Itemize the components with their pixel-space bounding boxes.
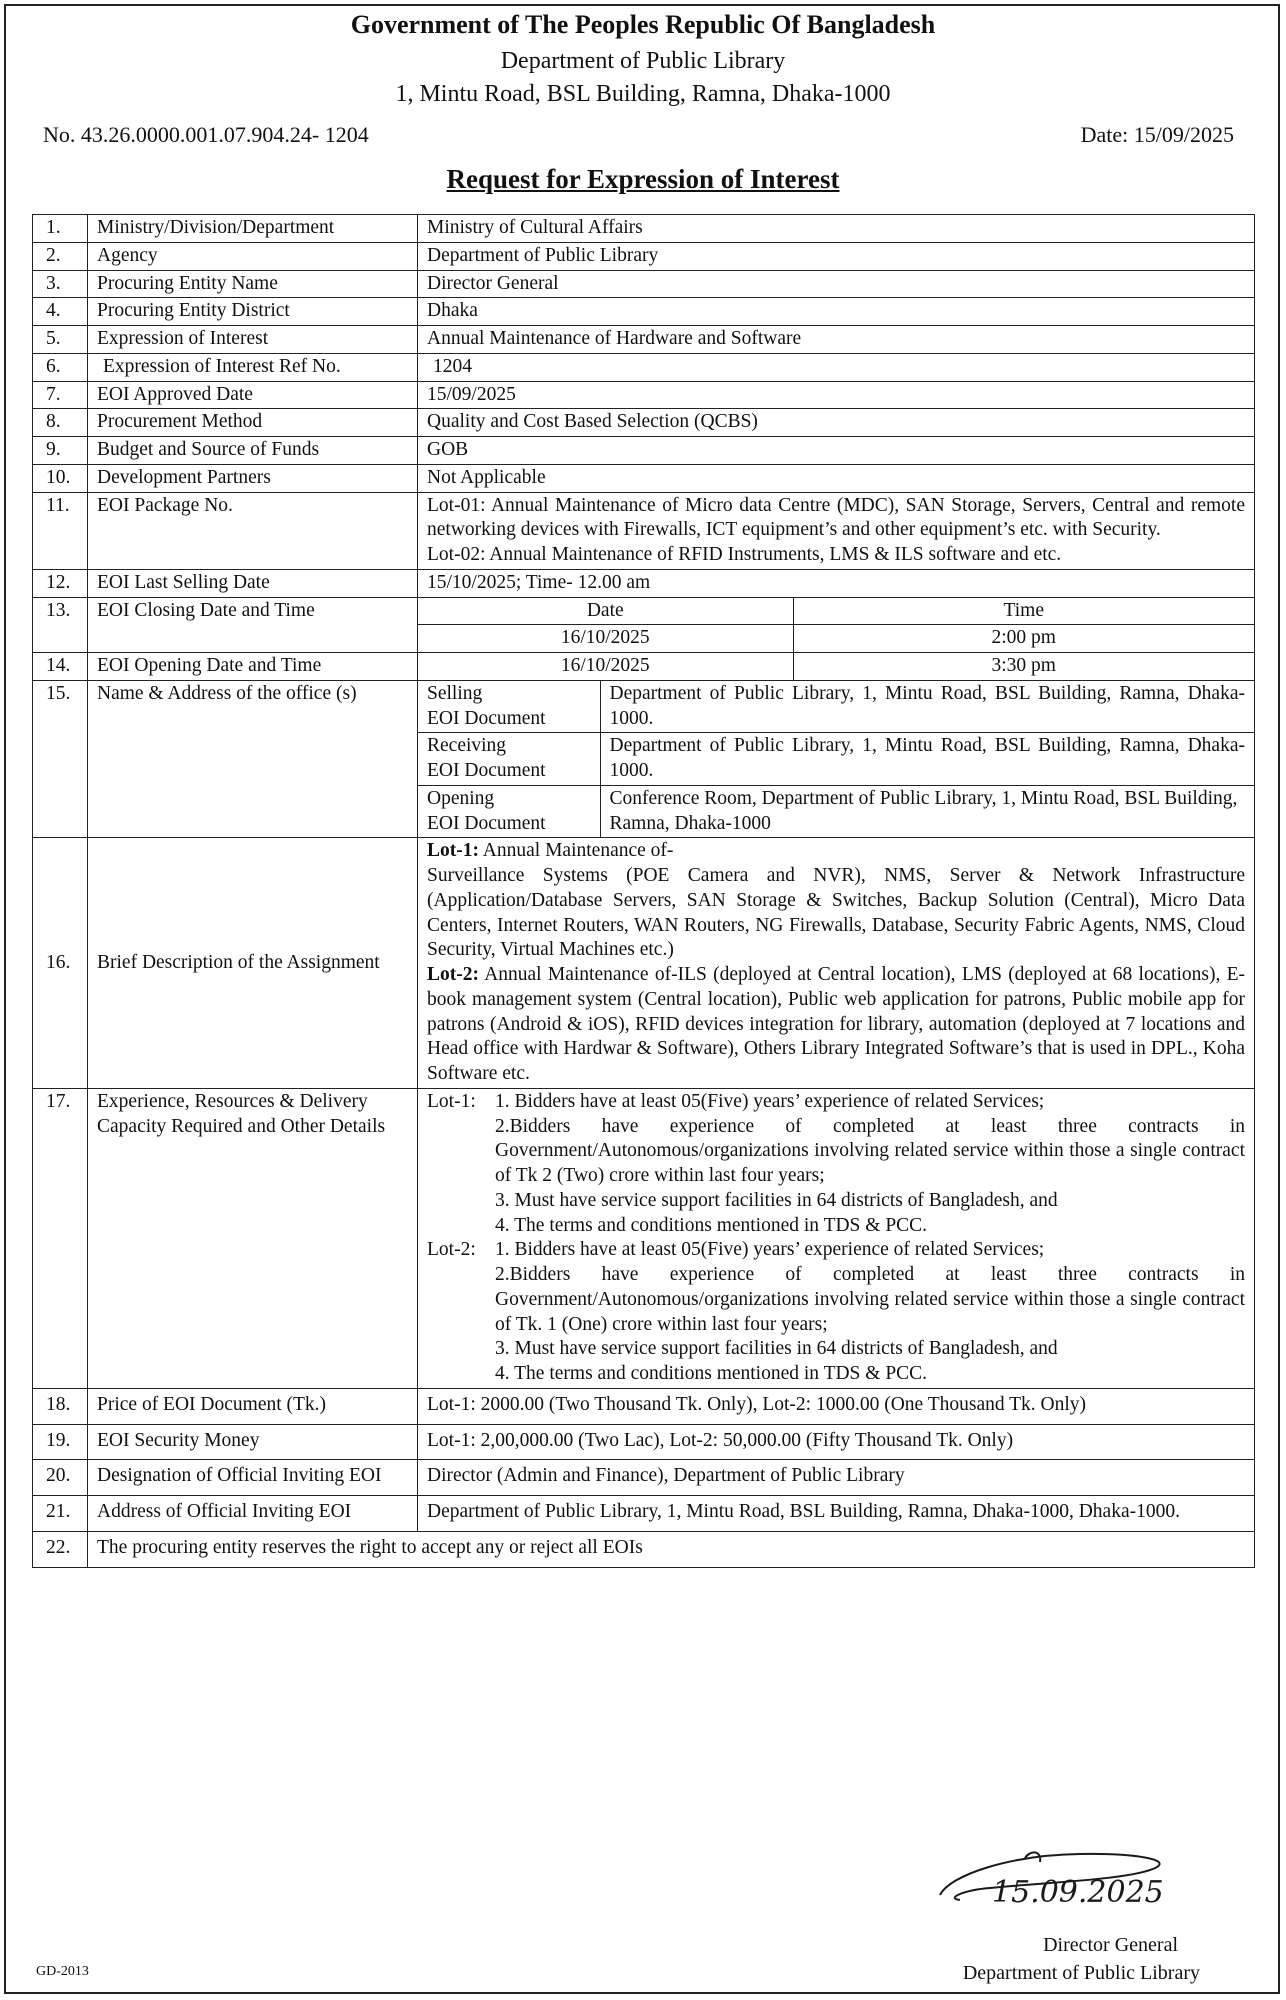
row-label: Expression of Interest: [88, 326, 418, 354]
opening-label: Opening EOI Document: [418, 785, 600, 837]
opening-datetime-table: [418, 653, 1254, 680]
list-item: 4. The terms and conditions mentioned in TDS & PCC.: [495, 1214, 928, 1236]
table-row: 8. Procurement Method Quality and Cost Based Selection (QCBS): [33, 409, 1255, 437]
row-value: Ministry of Cultural Affairs: [418, 215, 1255, 243]
opening-address: Conference Room, Department of Public Library, 1, Mintu Road, BSL Building, Ramna, Dhaka-1000: [600, 785, 1254, 837]
description-lot1-head: Lot-1: Annual Maintenance of-: [427, 840, 674, 862]
row-label: Procurement Method: [88, 409, 418, 437]
reservation-note: The procuring entity reserves the right to accept any or reject all EOIs: [88, 1531, 1255, 1567]
list-item: 2.Bidders have experience of completed at least three contracts in Government/Autonomous/organizations involving related service within those a single contract of Tk 2 (Two) crore within last four years;: [495, 1115, 1245, 1186]
row-label: EOI Opening Date and Time: [88, 653, 418, 681]
receiving-address: Department of Public Library, 1, Mintu Road, BSL Building, Ramna, Dhaka-1000.: [600, 733, 1254, 786]
row-label: EOI Package No.: [88, 492, 418, 569]
table-row: 12. EOI Last Selling Date 15/10/2025; Time- 12.00 am: [33, 569, 1255, 597]
row-value: Lot-1: 2,00,000.00 (Two Lac), Lot-2: 50,000.00 (Fifty Thousand Tk. Only): [418, 1424, 1255, 1460]
row-label: Designation of Official Inviting EOI: [88, 1460, 418, 1496]
table-row-description: 16. Brief Description of the Assignment Lot-1: Annual Maintenance of- Surveillance Systems (POE Camera and NVR), NMS, Server & Network Infrastructure (Application/Database Servers, SAN Storage & Switches, Backup Solution (Central), Micro Data Centers, Internet Routers, WAN Routers, NG Firewalls, Database, Security Fabric Agents, NMS, Cloud Security, Virtual Machines etc.) Lot-2: Annual Maintenance of-ILS (deployed at Central location), LMS (deployed at 68 locations), E-book management system (Central location), Public web application for patrons, Public mobile app for patrons (Android & iOS), RFID devices integration for library, automation (deployed at 7 locations and Head office with Hardwar & Software), Others Library Integrated Software’s that is used in DPL., Koha Software etc.: [33, 838, 1255, 1089]
svg-text:15.09.2025: 15.09.2025: [992, 1875, 1164, 1910]
opening-time: 3:30 pm: [991, 655, 1056, 676]
row-value: Department of Public Library: [418, 242, 1255, 270]
row-label: Ministry/Division/Department: [88, 215, 418, 243]
row-value: [418, 838, 1255, 1089]
row-label: Name & Address of the office (s): [88, 680, 418, 838]
row-label: Price of EOI Document (Tk.): [88, 1388, 418, 1424]
closing-time: 2:00 pm: [793, 625, 1254, 652]
eoi-table: [32, 214, 1255, 1568]
row-label: Development Partners: [88, 464, 418, 492]
address-heading: 1, Mintu Road, BSL Building, Ramna, Dhaka-1000: [395, 81, 891, 107]
table-row-offices: 15. Name & Address of the office (s) Selling EOI Document Department of Public Library, 1, Mintu Road, BSL Building, Ramna, Dhaka-1000. Receiving EOI Document Department of Public Library, 1, Mintu Road, BSL Building, Ramna, Dhaka-1000. Opening EOI Document Conference Room, Department of Public Library, 1, Mintu Road, BSL Building, Ramna, Dhaka-1000: [33, 680, 1255, 838]
table-row-package: 11. EOI Package No. Lot-01: Annual Maintenance of Micro data Centre (MDC), SAN Storage, Servers, Central and remote networking devices with Firewalls, ICT equipment’s and other equipment’s etc. with Security. Lot-02: Annual Maintenance of RFID Instruments, LMS & ILS software and etc.: [33, 492, 1255, 569]
row-label: EOI Security Money: [88, 1424, 418, 1460]
row-value: 15/09/2025: [418, 381, 1255, 409]
selling-address: Department of Public Library, 1, Mintu Road, BSL Building, Ramna, Dhaka-1000.: [609, 682, 1245, 729]
row-label: Address of Official Inviting EOI: [88, 1496, 418, 1532]
row-value: Director (Admin and Finance), Department of Public Library: [418, 1460, 1255, 1496]
row-label: EOI Last Selling Date: [88, 569, 418, 597]
row-label: Agency: [88, 242, 418, 270]
row-value: Not Applicable: [418, 464, 1255, 492]
table-row: 20. Designation of Official Inviting EOI Director (Admin and Finance), Department of Public Library: [33, 1460, 1255, 1496]
row-label: Expression of Interest Ref No.: [88, 353, 418, 381]
table-row: 19. EOI Security Money Lot-1: 2,00,000.00 (Two Lac), Lot-2: 50,000.00 (Fifty Thousand Tk. Only): [33, 1424, 1255, 1460]
row-label: Brief Description of the Assignment: [88, 838, 418, 1089]
signatory-title: Director General: [1043, 1934, 1178, 1956]
list-item: 3. Must have service support facilities in 64 districts of Bangladesh, and: [495, 1189, 1058, 1211]
experience-lot1: Lot-1: 1. Bidders have at least 05(Five) years’ experience of related Services; 2.Bidders have experience of completed at least three contracts in Government/Autonomous/organizations involving related service within those a single contract of Tk 2 (Two) crore within last four years; 3. Must have service support facilities in 64 districts of Bangladesh, and 4. The terms and conditions mentioned in TDS & PCC.: [427, 1090, 1245, 1239]
receiving-label: Receiving EOI Document: [418, 733, 600, 786]
row-label: Procuring Entity District: [88, 298, 418, 326]
row-value: 15/10/2025; Time- 12.00 am: [418, 569, 1255, 597]
row-value: [418, 1088, 1255, 1388]
row-label: Budget and Source of Funds: [88, 437, 418, 465]
row-label: EOI Approved Date: [88, 381, 418, 409]
document-title: Request for Expression of Interest: [446, 164, 840, 194]
table-row: 10. Development Partners Not Applicable: [33, 464, 1255, 492]
table-row: 2. Agency Department of Public Library: [33, 242, 1255, 270]
table-row-experience: 17. Experience, Resources & Delivery Capacity Required and Other Details Lot-1: 1. Bidders have at least 05(Five) years’ experience of related Services; 2.Bidders have experience of completed at least three contracts in Government/Autonomous/organizations involving related service within those a single contract of Tk 2 (Two) crore within last four years; 3. Must have service support facilities in 64 districts of Bangladesh, and 4. The terms and conditions mentioned in TDS & PCC. Lot-2: 1. Bidders have at least 05(Five) years’ experience of related Services; 2.Bidders have experience of completed at least three contracts in Government/Autonomous/organizations involving related service within those a single contract of Tk. 1 (One) crore within last four years; 3. Must have service support facilities in 64 districts of Bangladesh, and 4. The terms and conditions mentioned in TDS & PCC.: [33, 1088, 1255, 1388]
memo-date: Date: 15/09/2025: [1080, 122, 1234, 147]
government-heading: Government of The Peoples Republic Of Bangladesh: [350, 10, 936, 39]
table-row: 1. Ministry/Division/Department Ministry of Cultural Affairs: [33, 215, 1255, 243]
closing-datetime-table: [418, 598, 1254, 653]
signatory-department: Department of Public Library: [962, 1962, 1200, 1984]
table-row-opening: 14. EOI Opening Date and Time 16/10/2025 3:30 pm: [33, 653, 1255, 681]
time-header: Time: [1003, 599, 1044, 621]
description-lot1: Surveillance Systems (POE Camera and NVR), NMS, Server & Network Infrastructure (Application/Database Servers, SAN Storage & Switches, Backup Solution (Central), Micro Data Centers, Internet Routers, WAN Routers, NG Firewalls, Database, Security Fabric Agents, NMS, Cloud Security, Virtual Machines etc.): [427, 865, 1245, 961]
list-item: 4. The terms and conditions mentioned in TDS & PCC.: [495, 1363, 928, 1384]
date-header: Date: [418, 598, 793, 625]
description-lot2: Lot-2: Annual Maintenance of-ILS (deployed at Central location), LMS (deployed at 68 locations), E-book management system (Central location), Public web application for patrons, Public mobile app for patrons (Android & iOS), RFID devices integration for library, automation (deployed at 7 locations and Head office with Hardwar & Software), Others Library Integrated Software’s that is used in DPL., Koha Software etc.: [427, 964, 1245, 1084]
table-row: 21. Address of Official Inviting EOI Department of Public Library, 1, Mintu Road, BSL Building, Ramna, Dhaka-1000, Dhaka-1000.: [33, 1496, 1255, 1532]
row-value: Department of Public Library, 1, Mintu Road, BSL Building, Ramna, Dhaka-1000, Dhaka-1000.: [418, 1496, 1255, 1532]
department-heading: Department of Public Library: [500, 48, 786, 74]
memo-number: No. 43.26.0000.001.07.904.24- 1204: [43, 122, 369, 147]
list-item: 3. Must have service support facilities in 64 districts of Bangladesh, and: [495, 1338, 1058, 1360]
list-item: 1. Bidders have at least 05(Five) years’ experience of related Services;: [495, 1090, 1045, 1112]
table-row: 9. Budget and Source of Funds GOB: [33, 437, 1255, 465]
office-address-table: [418, 681, 1254, 838]
package-lot2: Lot-02: Annual Maintenance of RFID Instruments, LMS & ILS software and etc.: [427, 544, 1062, 565]
experience-lot2: Lot-2: 1. Bidders have at least 05(Five) years’ experience of related Services; 2.Bidders have experience of completed at least three contracts in Government/Autonomous/organizations involving related service within those a single contract of Tk. 1 (One) crore within last four years; 3. Must have service support facilities in 64 districts of Bangladesh, and 4. The terms and conditions mentioned in TDS & PCC.: [427, 1238, 1245, 1387]
selling-label: Selling EOI Document: [418, 681, 600, 733]
table-row-closing: 13. EOI Closing Date and Time Date Time 16/10/2025 2:00 pm: [33, 597, 1255, 653]
handwritten-signature: [930, 1840, 1230, 1920]
table-row: 5. Expression of Interest Annual Maintenance of Hardware and Software: [33, 326, 1255, 354]
row-label: Procuring Entity Name: [88, 270, 418, 298]
row-label: EOI Closing Date and Time: [88, 597, 418, 653]
row-value: [418, 492, 1255, 569]
list-item: 2.Bidders have experience of completed at least three contracts in Government/Autonomous/organizations involving related service within those a single contract of Tk. 1 (One) crore within last four years;: [495, 1264, 1245, 1335]
row-label: Experience, Resources & Delivery Capacity Required and Other Details: [88, 1088, 418, 1388]
table-row-reservation: 22. The procuring entity reserves the right to accept any or reject all EOIs: [33, 1531, 1255, 1567]
row-value: Dhaka: [418, 298, 1255, 326]
row-value: Lot-1: 2000.00 (Two Thousand Tk. Only), Lot-2: 1000.00 (One Thousand Tk. Only): [418, 1388, 1255, 1424]
row-value: GOB: [418, 437, 1255, 465]
table-row: 18. Price of EOI Document (Tk.) Lot-1: 2000.00 (Two Thousand Tk. Only), Lot-2: 1000.00 (One Thousand Tk. Only): [33, 1388, 1255, 1424]
list-item: 1. Bidders have at least 05(Five) years’ experience of related Services;: [495, 1239, 1045, 1261]
closing-date: 16/10/2025: [418, 625, 793, 652]
table-row: 6. Expression of Interest Ref No. 1204: [33, 353, 1255, 381]
table-row: 7. EOI Approved Date 15/09/2025: [33, 381, 1255, 409]
row-value: Annual Maintenance of Hardware and Software: [418, 326, 1255, 354]
table-row: 3. Procuring Entity Name Director General: [33, 270, 1255, 298]
package-lot1: Lot-01: Annual Maintenance of Micro data Centre (MDC), SAN Storage, Servers, Central and remote networking devices with Firewalls, ICT equipment’s and other equipment’s etc. with Security.: [427, 494, 1245, 541]
opening-date: 16/10/2025: [418, 653, 793, 680]
row-value: Quality and Cost Based Selection (QCBS): [418, 409, 1255, 437]
row-value: Director General: [418, 270, 1255, 298]
form-code: GD-2013: [36, 1964, 89, 1979]
row-value: 1204: [418, 353, 1255, 381]
table-row: 4. Procuring Entity District Dhaka: [33, 298, 1255, 326]
